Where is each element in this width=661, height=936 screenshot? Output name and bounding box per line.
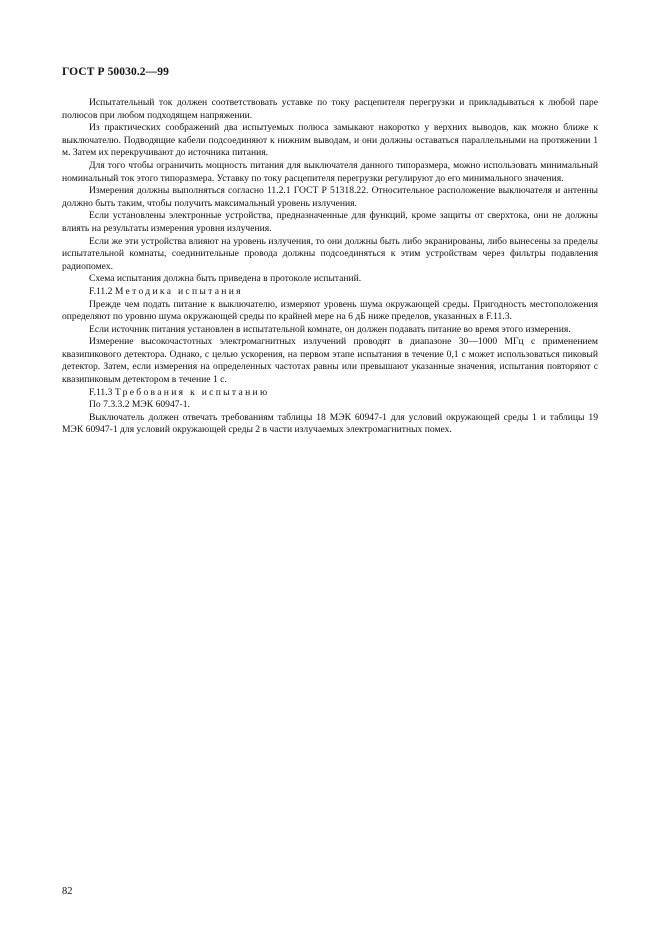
paragraph: Испытательный ток должен соответствовать уставке по току расцепителя перегрузки и прикладываться к любой паре полюсов при любом подходящем напряжении. <box>62 97 598 121</box>
paragraph: Выключатель должен отвечать требованиям таблицы 18 МЭК 60947-1 для условий окружающей среды 1 и таблицы 19 МЭК 60947-1 для условий окружающей среды 2 в части излучаемых электромагнитных помех. <box>62 411 598 436</box>
paragraph: Если источник питания установлен в испытательной комнате, он должен подавать питание во время этого измерения. <box>89 323 571 335</box>
section-title: Требования к испытанию <box>114 386 270 398</box>
section-heading-f113 <box>62 387 598 400</box>
section-number: F.11.2 <box>89 285 113 297</box>
page-number: 82 <box>62 886 73 897</box>
paragraph: Измерения должны выполняться согласно 11.2.1 ГОСТ Р 51318.22. Относительное расположение выключателя и антенны должно быть таким, чтобы получить максимальный уровень излучения. <box>62 185 598 209</box>
section-title: Методика испытания <box>114 285 243 297</box>
paragraph: Если же эти устройства влияют на уровень излучения, то они должны быть либо экранированы, либо вынесены за пределы испытательной комнаты, соединительные провода должны подсоединяться к этим устройствам через фильтры подавления радиопомех. <box>62 235 598 272</box>
body-text <box>62 97 598 437</box>
paragraph: Измерение высокочастотных электромагнитных излучений проводят в диапазоне 30—1000 МГц с применением квазипикового детектора. Однако, с целью ускорения, на первом этапе испытания в течение 0,1 с может использоваться пиковый детектор. Затем, если измерения на определенных частотах равны или превышают указанные значения, испытания повторяют с квазипиковым детектором в течение 1 с. <box>62 336 598 386</box>
standard-header: ГОСТ Р 50030.2—99 <box>62 66 169 78</box>
section-number: F.11.3 <box>89 386 113 398</box>
paragraph: Схема испытания должна быть приведена в протоколе испытаний. <box>89 273 362 285</box>
paragraph: По 7.3.3.2 МЭК 60947-1. <box>89 399 190 411</box>
paragraph: Прежде чем подать питание к выключателю, измеряют уровень шума окружающей среды. Пригодность местоположения определяют по уровню шума окружающей среды по крайней мере на 6 дБ ниже пределов, указанных в F.11.3. <box>62 298 598 323</box>
paragraph: Для того чтобы ограничить мощность питания для выключателя данного типоразмера, можно использовать минимальный номинальный ток этого типоразмера. Уставку по току расцепителя перегрузки регулируют до его минимального значения. <box>62 159 598 184</box>
paragraph: Если установлены электронные устройства, предназначенные для функций, кроме защиты от сверхтока, они не должны влиять на результаты измерения уровня излучения. <box>62 210 598 234</box>
paragraph: Из практических соображений два испытуемых полюса замыкают накоротко у верхних выводов, как можно ближе к выключателю. Подводящие кабели подсоединяют к нижним выводам, и они должны оставаться параллельными на протяжении 1 м. Затем их перекручивают до источника питания. <box>62 122 598 159</box>
section-heading-f112 <box>62 286 598 299</box>
